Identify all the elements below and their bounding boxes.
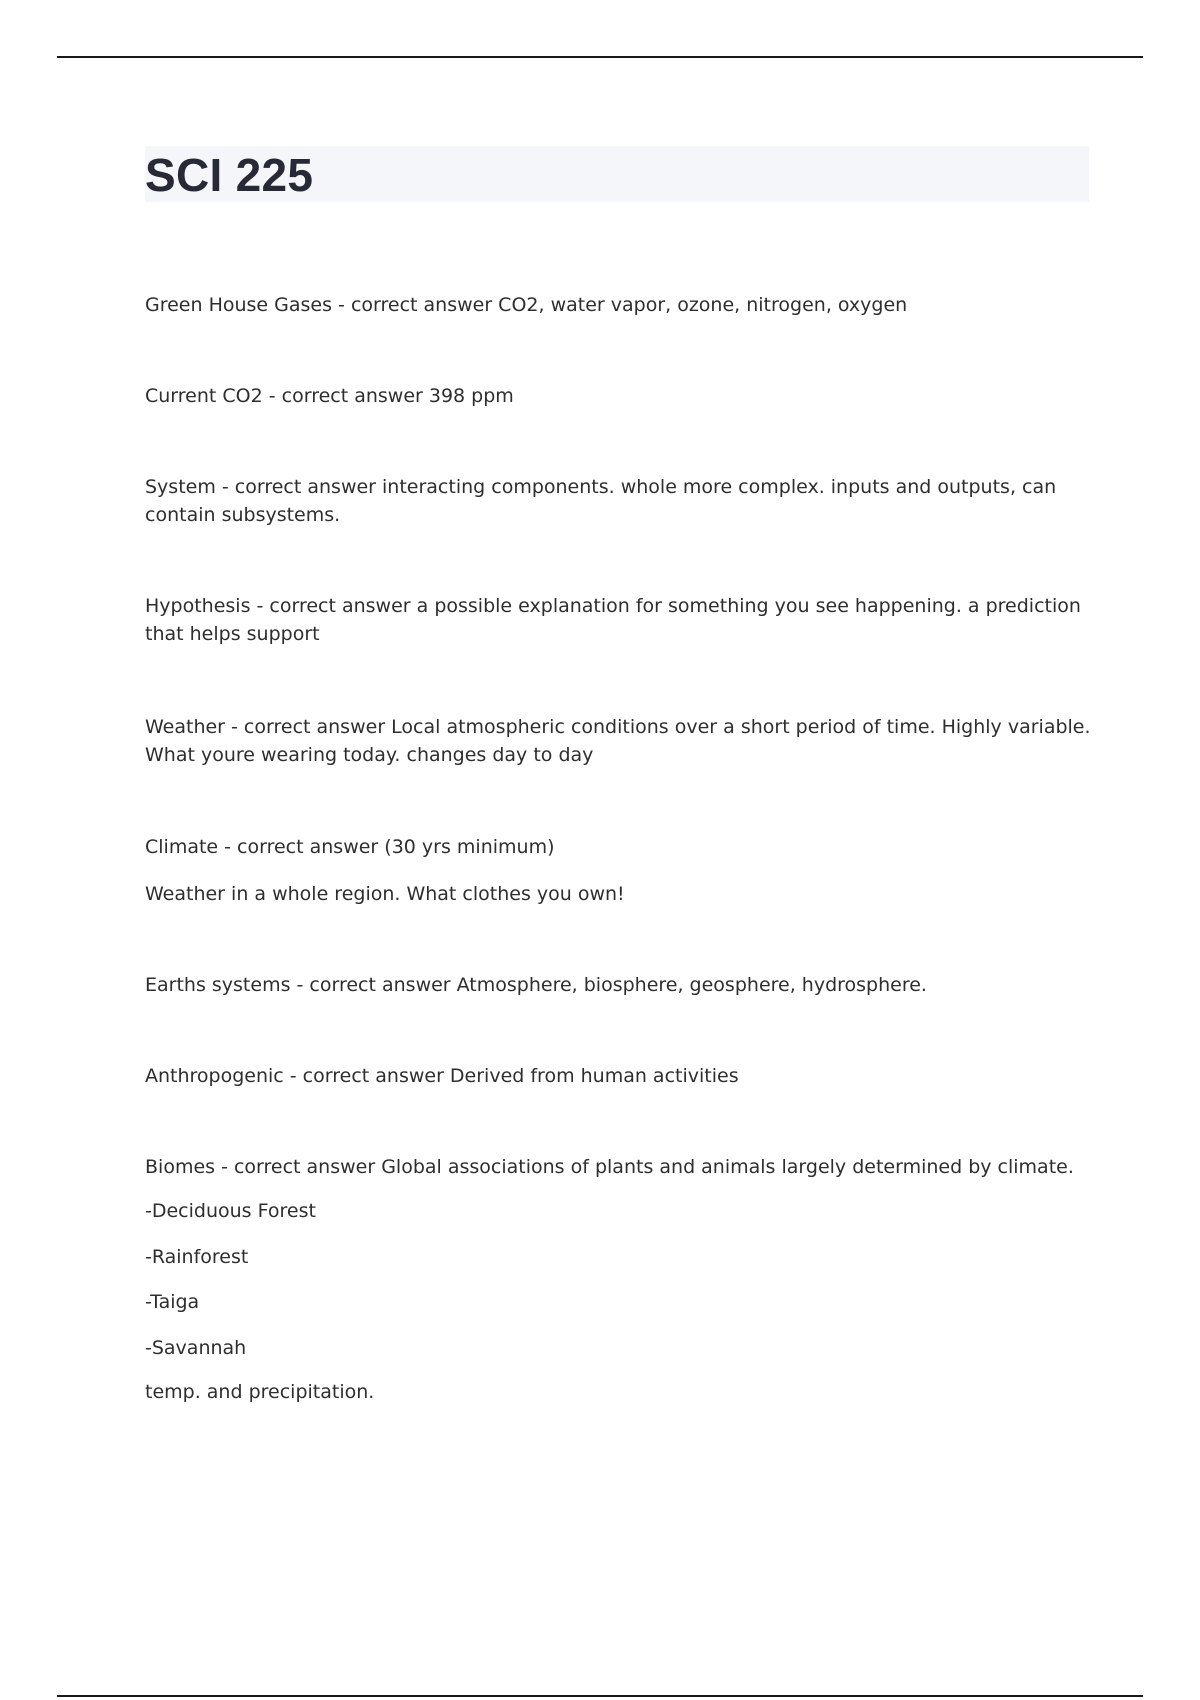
entry-system: System - correct answer interacting components. whole more complex. inputs and outputs, can contain subsystems. [145, 476, 1057, 526]
entry-climate: Climate - correct answer (30 yrs minimum) [145, 836, 555, 858]
page-title: SCI 225 [145, 149, 314, 201]
entry-climate-detail: Weather in a whole region. What clothes you own! [145, 883, 625, 905]
entry-anthropogenic: Anthropogenic - correct answer Derived from human activities [145, 1065, 739, 1087]
title-banner [145, 146, 1089, 202]
entry-weather: Weather - correct answer Local atmospheric conditions over a short period of time. Highly variable. What youre wearing today. changes day to day [145, 716, 1091, 766]
biome-list-item: -Savannah [145, 1337, 247, 1359]
bottom-rule [57, 1695, 1143, 1697]
entry-biomes: Biomes - correct answer Global associations of plants and animals largely determined by climate. [145, 1156, 1074, 1178]
entry-biomes-detail: temp. and precipitation. [145, 1381, 375, 1403]
biome-list-item: -Deciduous Forest [145, 1200, 316, 1222]
entry-hypothesis: Hypothesis - correct answer a possible explanation for something you see happening. a prediction that helps support [145, 595, 1081, 645]
top-rule [57, 56, 1143, 58]
entry-earths-systems: Earths systems - correct answer Atmosphere, biosphere, geosphere, hydrosphere. [145, 974, 927, 996]
biome-list-item: -Rainforest [145, 1246, 249, 1268]
entry-greenhouse-gases: Green House Gases - correct answer CO2, water vapor, ozone, nitrogen, oxygen [145, 294, 908, 316]
entry-current-co2: Current CO2 - correct answer 398 ppm [145, 385, 514, 407]
biome-list-item: -Taiga [145, 1291, 200, 1313]
